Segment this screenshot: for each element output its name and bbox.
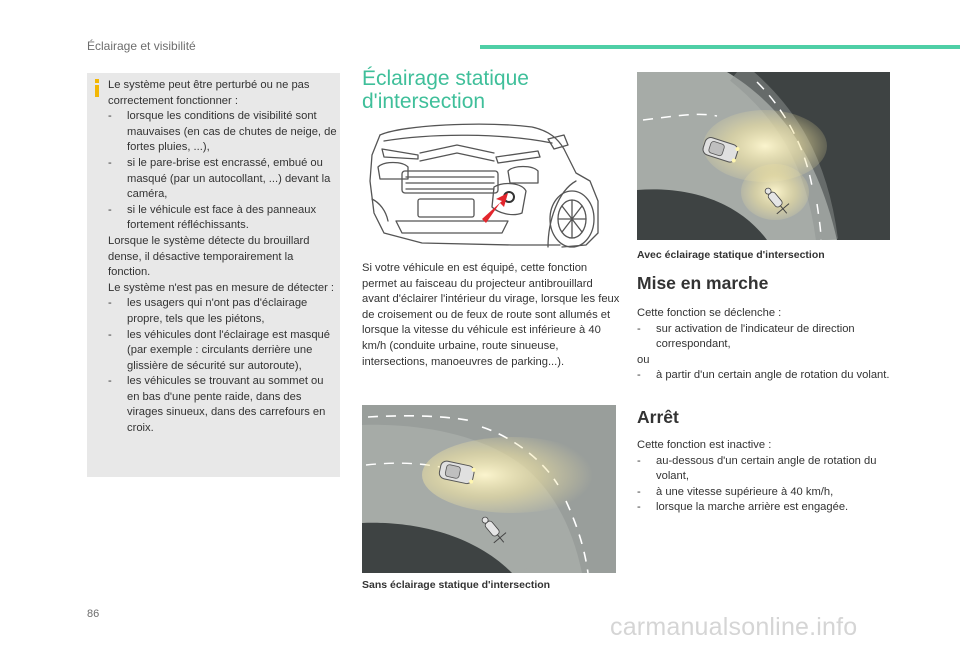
header-title: Éclairage et visibilité <box>87 39 196 53</box>
note-paragraph: Lorsque le système détecte du brouillard dense, il désactive temporairement la fonction. <box>108 234 310 279</box>
stop-intro: Cette fonction est inactive : <box>637 439 772 451</box>
info-icon <box>95 79 99 97</box>
watermark: carmanualsonline.info <box>610 613 858 641</box>
stop-heading: Arrêt <box>637 407 679 427</box>
scene-with-cornering-light <box>637 72 890 240</box>
scene-without-cornering-light <box>362 405 616 573</box>
section-title: Éclairage statique d'intersection <box>362 67 529 113</box>
start-body <box>637 306 892 384</box>
note-list-item: - si le véhicule est face à des panneaux fortement réfléchissants. <box>108 203 317 232</box>
note-list-item: - lorsque les conditions de visibilité sont mauvaises (en cas de chutes de neige, de fortes pluies, ...), <box>108 110 337 154</box>
stop-list-item: - lorsque la marche arrière est engagée. <box>637 501 849 514</box>
section-intro: Si votre véhicule en est équipé, cette fonction permet au faisceau du projecteur antibrouillard avant d'éclairer l'intérieur du virage, lorsque les feux de croisement ou de feux de route sont allumés et lorsque la vitesse du véhicule est inférieure à 40 km/h (conduite urbaine, route sinueuse, intersections, manoeuvres de parking...). <box>362 262 620 368</box>
start-heading: Mise en marche <box>637 273 769 293</box>
note-intro: Le système peut être perturbé ou ne pas correctement fonctionner : <box>108 79 310 107</box>
note-paragraph: Le système n'est pas en mesure de détecter : <box>108 281 335 294</box>
note-text <box>108 78 338 437</box>
start-intro: Cette fonction se déclenche : <box>637 307 782 319</box>
note-list-item: - les véhicules se trouvant au sommet ou en bas d'une pente raide, dans des virages sinueux, dans des carrefours en croix. <box>108 375 326 435</box>
car-front-illustration <box>362 121 616 249</box>
caption-with: Avec éclairage statique d'intersection <box>637 249 825 261</box>
note-list-item: - les usagers qui n'ont pas d'éclairage propre, tels que les piétons, <box>108 297 308 325</box>
caption-without: Sans éclairage statique d'intersection <box>362 579 551 591</box>
page-number: 86 <box>87 608 100 620</box>
header-accent-bar <box>480 45 960 49</box>
note-list-item: - si le pare-brise est encrassé, embué ou masqué (par un autocollant, ...) devant la caméra, <box>108 156 331 201</box>
start-list-item: - sur activation de l'indicateur de direction correspondant, <box>637 322 855 351</box>
stop-list-item: - au-dessous d'un certain angle de rotation du volant, <box>637 454 877 483</box>
start-list-item: - à partir d'un certain angle de rotation du volant. <box>637 369 890 382</box>
stop-list-item: - à une vitesse supérieure à 40 km/h, <box>637 485 834 498</box>
stop-body <box>637 438 892 516</box>
note-list-item: - les véhicules dont l'éclairage est masqué (par exemple : circulants derrière une glissière de sécurité sur autoroute), <box>108 328 331 372</box>
start-or: ou <box>637 353 650 366</box>
